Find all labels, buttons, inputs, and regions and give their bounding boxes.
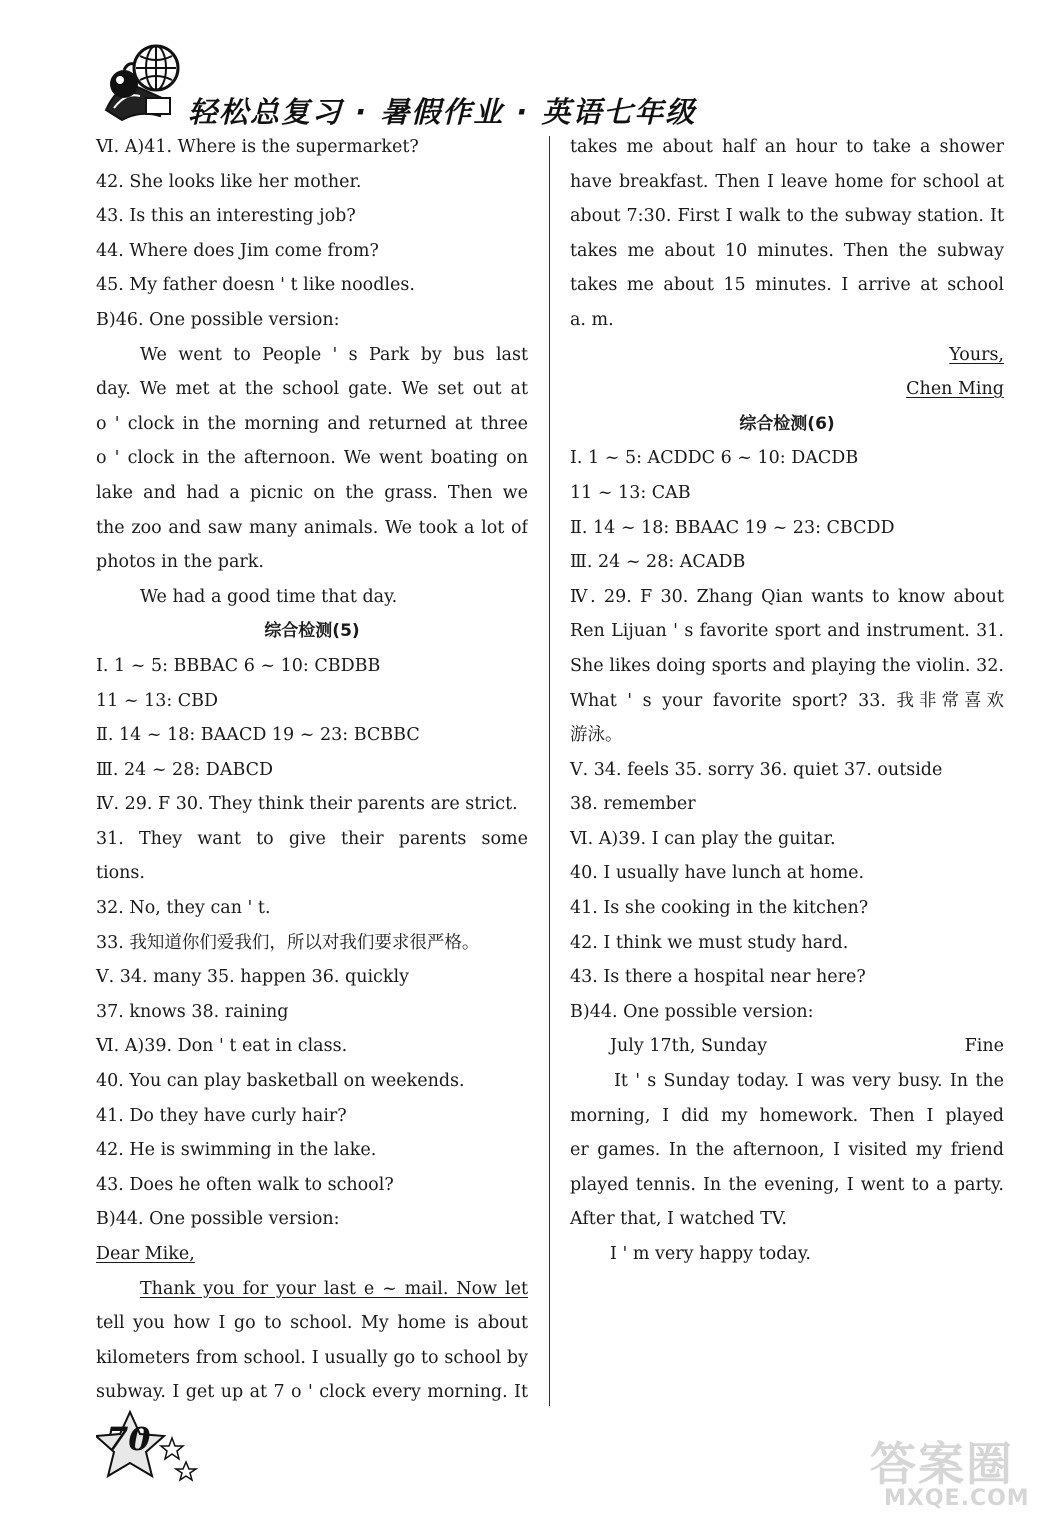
answer-line: photos in the park.	[96, 552, 264, 573]
answer-line: Ⅴ. 34. many 35. happen 36. quickly	[96, 967, 409, 988]
answer-line: Ⅰ. 1 ~ 5: ACDDC 6 ~ 10: DACDB	[570, 448, 859, 469]
answer-line: We had a good time that day.	[140, 586, 398, 607]
answer-line: What ' s your favorite sport? 33. 我非常喜欢	[570, 690, 1004, 711]
answer-line: 43. Is there a hospital near here?	[570, 967, 866, 988]
left-column	[96, 130, 528, 1410]
answer-line: the zoo and saw many animals. We took a lot of	[96, 517, 528, 538]
answer-line: B)44. One possible version:	[96, 1209, 340, 1230]
answer-line: 37. knows 38. raining	[96, 1001, 289, 1022]
answer-line: Yours,	[949, 344, 1004, 365]
answer-line: 42. She looks like her mother.	[96, 171, 362, 192]
answer-line: 41. Do they have curly hair?	[96, 1105, 347, 1126]
answer-line: B)44. One possible version:	[570, 1001, 814, 1022]
answer-line: Ⅳ. 29. F 30. Zhang Qian wants to know about	[570, 586, 1004, 607]
answer-line: tell you how I go to school. My home is about	[96, 1313, 528, 1334]
answer-line: tions.	[96, 863, 145, 884]
diary-date: July 17th, Sunday	[610, 1036, 768, 1057]
watermark	[870, 1438, 1030, 1511]
answer-line: 31. They want to give their parents some	[96, 828, 528, 849]
answer-line: Ⅵ. A)39. I can play the guitar.	[570, 828, 836, 849]
diary-weather: Fine	[964, 1036, 1004, 1057]
answer-line: kilometers from school. I usually go to school by	[96, 1347, 528, 1368]
answer-line: Ⅴ. 34. feels 35. sorry 36. quiet 37. outside	[570, 759, 943, 780]
answer-line: 32. No, they can ' t.	[96, 898, 271, 919]
answer-line: day. We met at the school gate. We set out at	[96, 379, 528, 400]
answer-line: Ⅱ. 14 ~ 18: BAACD 19 ~ 23: BCBBC	[96, 725, 420, 746]
answer-line: She likes doing sports and playing the violin. 32.	[570, 655, 1004, 676]
answer-line: 11 ~ 13: CBD	[96, 690, 219, 711]
diary-line: played tennis. In the evening, I went to a party.	[570, 1174, 1004, 1195]
watermark-logo-text: 答案圈	[870, 1437, 1014, 1491]
diary-line: It ' s Sunday today. I was very busy. In the	[614, 1071, 1004, 1092]
page-number-badge	[96, 1408, 206, 1488]
answer-line: 44. Where does Jim come from?	[96, 240, 379, 261]
answer-line: 综合检测(5)	[264, 621, 360, 642]
answer-line: B)46. One possible version:	[96, 309, 340, 330]
right-column-answers	[570, 130, 1004, 1029]
answer-line: takes me about half an hour to take a shower	[570, 137, 1004, 157]
answer-line: Chen Ming	[906, 379, 1004, 400]
answer-line: 43. Is this an interesting job?	[96, 206, 356, 227]
page-title: 轻松总复习 · 暑假作业 · 英语七年级	[188, 95, 697, 129]
answer-line: We went to People ' s Park by bus last	[140, 344, 528, 365]
answer-line: takes me about 15 minutes. I arrive at school	[570, 275, 1004, 296]
answer-line: Ⅳ. 29. F 30. They think their parents are strict.	[96, 794, 518, 815]
page-number: 70	[106, 1420, 151, 1458]
answer-line: 11 ~ 13: CAB	[570, 482, 691, 503]
watermark-url: MXQE.COM	[884, 1486, 1030, 1511]
answer-line: 游泳。	[570, 725, 623, 746]
answer-line: Ren Lijuan ' s favorite sport and instrument. 31.	[570, 621, 1004, 642]
right-column	[570, 130, 1004, 1272]
answer-line: o ' clock in the afternoon. We went boating on	[96, 448, 528, 469]
diary-heading	[570, 1029, 1004, 1064]
answer-line: 43. Does he often walk to school?	[96, 1174, 394, 1195]
globe-book-apple-icon	[100, 40, 186, 126]
answer-line: 40. I usually have lunch at home.	[570, 863, 865, 884]
answer-line: Ⅲ. 24 ~ 28: DABCD	[96, 759, 274, 780]
answer-line: 42. He is swimming in the lake.	[96, 1140, 377, 1161]
answer-line: Ⅱ. 14 ~ 18: BBAAC 19 ~ 23: CBCDD	[570, 517, 895, 538]
diary-line: I ' m very happy today.	[610, 1244, 811, 1264]
answer-line: Thank you for your last e ~ mail. Now let	[140, 1278, 528, 1299]
answer-line: takes me about 10 minutes. Then the subway	[570, 240, 1004, 261]
diary-line: After that, I watched TV.	[570, 1209, 787, 1230]
answer-line: Dear Mike,	[96, 1244, 195, 1264]
answer-line: Ⅵ. A)41. Where is the supermarket?	[96, 137, 419, 157]
page-header	[96, 40, 696, 130]
answer-line: subway. I get up at 7 o ' clock every morning. It	[96, 1382, 528, 1403]
answer-line: Ⅵ. A)39. Don ' t eat in class.	[96, 1036, 348, 1057]
answer-line: have breakfast. Then I leave home for school at	[570, 171, 1004, 192]
answer-line: Ⅰ. 1 ~ 5: BBBAC 6 ~ 10: CBDBB	[96, 655, 381, 676]
answer-line: 45. My father doesn ' t like noodles.	[96, 275, 415, 296]
answer-line: about 7:30. First I walk to the subway station. It	[570, 206, 1004, 227]
answer-line: 综合检测(6)	[739, 413, 835, 434]
answer-line: lake and had a picnic on the grass. Then we	[96, 482, 528, 503]
diary-line: er games. In the afternoon, I visited my friend	[570, 1140, 1004, 1161]
answer-line: 42. I think we must study hard.	[570, 932, 849, 953]
diary-line: morning, I did my homework. Then I played	[570, 1105, 1004, 1126]
answer-line: a. m.	[570, 309, 614, 330]
answer-line: 33. 我知道你们爱我们，所以对我们要求很严格。	[96, 932, 480, 953]
diary-body	[570, 1064, 1004, 1272]
answer-line: 38. remember	[570, 794, 696, 815]
column-divider	[549, 136, 550, 1406]
answer-line: o ' clock in the morning and returned at three	[96, 413, 528, 434]
answer-line: 41. Is she cooking in the kitchen?	[570, 898, 869, 919]
answer-line: 40. You can play basketball on weekends.	[96, 1071, 465, 1092]
answer-line: Ⅲ. 24 ~ 28: ACADB	[570, 552, 746, 573]
